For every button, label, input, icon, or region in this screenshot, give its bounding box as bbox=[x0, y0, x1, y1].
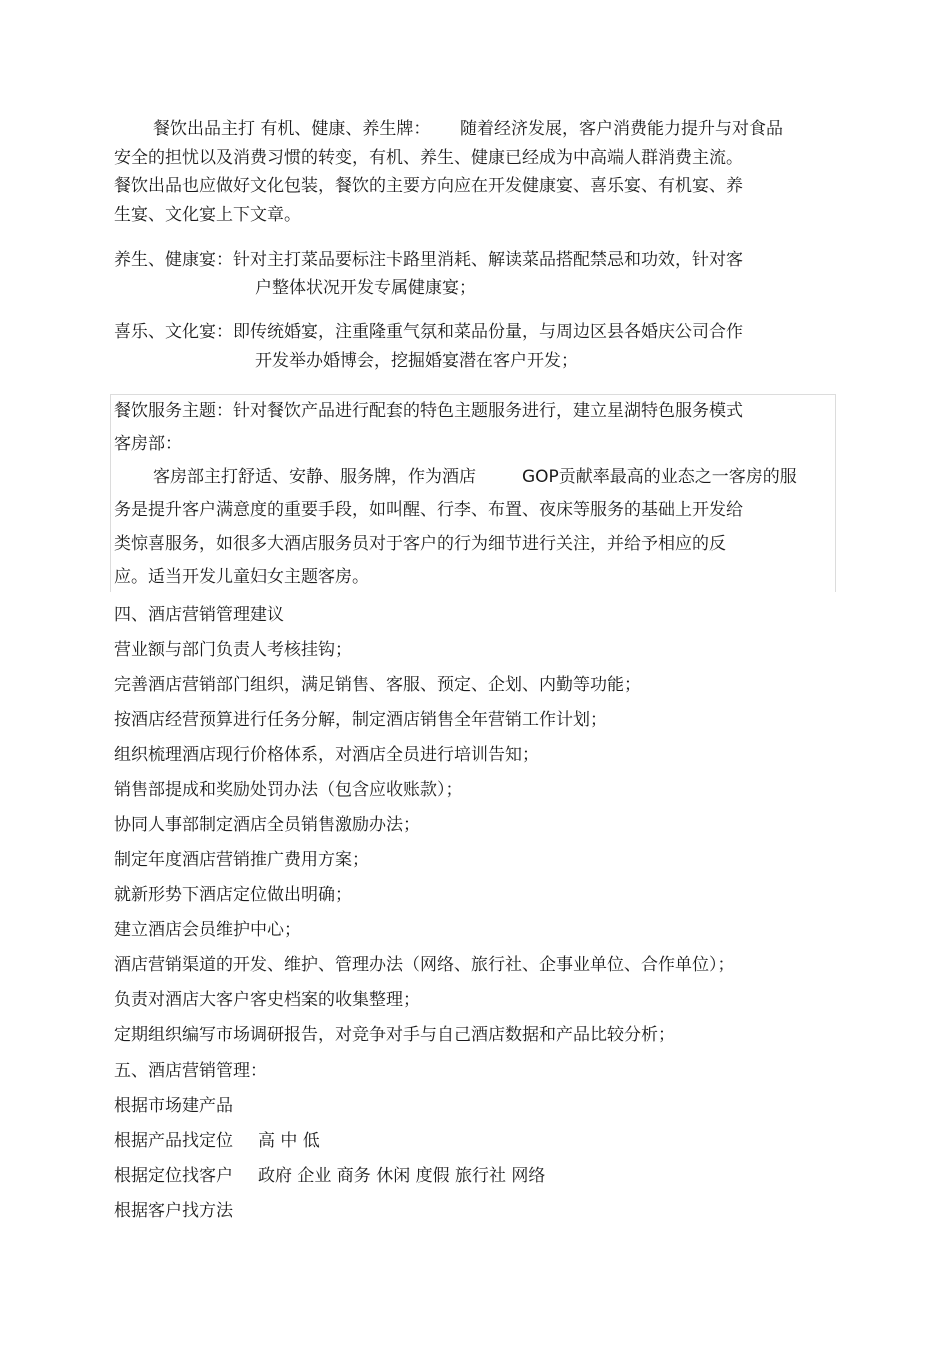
section5-line-1: 根据市场建产品 bbox=[114, 1096, 233, 1116]
catering-line-4: 生宴、文化宴上下文章。 bbox=[114, 205, 301, 225]
health-feast-line-2: 户整体状况开发专属健康宴； bbox=[255, 278, 476, 298]
section4-item: 定期组织编写市场调研报告，对竞争对手与自己酒店数据和产品比较分析； bbox=[114, 1025, 675, 1045]
joy-feast-line-2: 开发举办婚博会，挖掘婚宴潜在客户开发； bbox=[255, 351, 578, 371]
catering-line-1b: 随着经济发展，客户消费能力提升与对食品 bbox=[460, 119, 783, 139]
health-feast-line-1: 养生、健康宴：针对主打菜品要标注卡路里消耗、解读菜品搭配禁忌和功效，针对客 bbox=[114, 250, 743, 270]
rooms-heading: 客房部： bbox=[114, 434, 182, 454]
section4-heading: 四、酒店营销管理建议 bbox=[114, 605, 284, 625]
catering-line-1a: 餐饮出品主打 有机、健康、养生牌： bbox=[153, 119, 431, 139]
section4-item: 负责对酒店大客户客史档案的收集整理； bbox=[114, 990, 420, 1010]
joy-feast-line-1: 喜乐、文化宴：即传统婚宴，注重隆重气氛和菜品份量，与周边区县各婚庆公司合作 bbox=[114, 322, 743, 342]
section4-item: 按酒店经营预算进行任务分解，制定酒店销售全年营销工作计划； bbox=[114, 710, 607, 730]
rooms-line-1a: 客房部主打舒适、安静、服务牌，作为酒店 bbox=[153, 467, 476, 487]
rooms-line-4: 应。适当开发儿童妇女主题客房。 bbox=[114, 567, 369, 587]
service-box bbox=[110, 394, 836, 592]
section5-line-4: 根据客户找方法 bbox=[114, 1201, 233, 1221]
section5-heading: 五、酒店营销管理： bbox=[114, 1061, 267, 1081]
catering-line-2: 安全的担忧以及消费习惯的转变，有机、养生、健康已经成为中高端人群消费主流。 bbox=[114, 148, 743, 168]
section4-item: 制定年度酒店营销推广费用方案； bbox=[114, 850, 369, 870]
section5-line-2-label: 根据产品找定位 bbox=[114, 1131, 233, 1151]
rooms-line-2: 务是提升客户满意度的重要手段，如叫醒、行李、布置、夜床等服务的基础上开发给 bbox=[114, 500, 743, 520]
section4-item: 酒店营销渠道的开发、维护、管理办法（网络、旅行社、企事业单位、合作单位）； bbox=[114, 955, 735, 975]
section4-item: 建立酒店会员维护中心； bbox=[114, 920, 301, 940]
section5-line-2-values: 高 中 低 bbox=[258, 1131, 320, 1151]
section4-item: 组织梳理酒店现行价格体系，对酒店全员进行培训告知； bbox=[114, 745, 539, 765]
catering-line-3: 餐饮出品也应做好文化包装，餐饮的主要方向应在开发健康宴、喜乐宴、有机宴、养 bbox=[114, 176, 743, 196]
section5-line-3-label: 根据定位找客户 bbox=[114, 1166, 233, 1186]
section4-item: 协同人事部制定酒店全员销售激励办法； bbox=[114, 815, 420, 835]
service-theme: 餐饮服务主题：针对餐饮产品进行配套的特色主题服务进行，建立星湖特色服务模式 bbox=[114, 401, 743, 421]
rooms-line-3: 类惊喜服务，如很多大酒店服务员对于客户的行为细节进行关注，并给予相应的反 bbox=[114, 534, 726, 554]
section5-line-3-values: 政府 企业 商务 休闲 度假 旅行社 网络 bbox=[258, 1166, 546, 1186]
section4-item: 营业额与部门负责人考核挂钩； bbox=[114, 640, 352, 660]
rooms-line-1b: GOP贡献率最高的业态之一客房的服 bbox=[522, 467, 797, 487]
section4-item: 完善酒店营销部门组织，满足销售、客服、预定、企划、内勤等功能； bbox=[114, 675, 641, 695]
section4-item: 就新形势下酒店定位做出明确； bbox=[114, 885, 352, 905]
section4-item: 销售部提成和奖励处罚办法（包含应收账款）； bbox=[114, 780, 463, 800]
